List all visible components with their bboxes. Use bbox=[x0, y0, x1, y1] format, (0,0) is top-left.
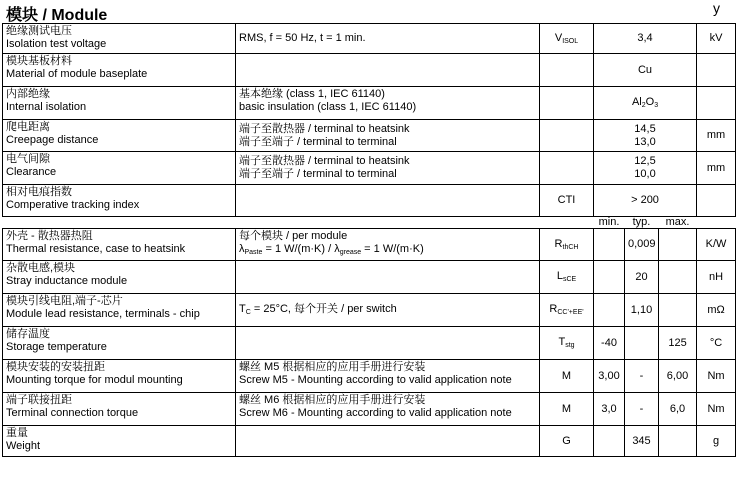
symbol: CTI bbox=[540, 185, 594, 217]
table-row bbox=[3, 185, 736, 217]
min-value bbox=[594, 294, 625, 327]
column-header-row bbox=[3, 217, 736, 229]
max-value bbox=[659, 426, 697, 457]
param-name: 模块基板材料 Material of module baseplate bbox=[3, 54, 236, 87]
table-row bbox=[3, 152, 736, 185]
symbol bbox=[540, 87, 594, 120]
param-name: 相对电痕指数 Comperative tracking index bbox=[3, 185, 236, 217]
max-value: 125 bbox=[659, 327, 697, 360]
param-name: 内部绝缘 Internal isolation bbox=[3, 87, 236, 120]
symbol: M bbox=[540, 360, 594, 393]
page-title-fragment: y bbox=[713, 0, 720, 16]
table-row bbox=[3, 360, 736, 393]
max-value bbox=[659, 229, 697, 261]
test-condition: 螺丝 M6 根据相应的应用手册进行安装 Screw M6 - Mounting according to valid application note bbox=[236, 393, 540, 426]
param-name: 电气间隙 Clearance bbox=[3, 152, 236, 185]
section-title: 模块 / Module bbox=[6, 7, 108, 24]
min-value bbox=[594, 261, 625, 294]
param-name: 储存温度 Storage temperature bbox=[3, 327, 236, 360]
symbol bbox=[540, 54, 594, 87]
table-row bbox=[3, 87, 736, 120]
symbol bbox=[540, 152, 594, 185]
col-typ-header: typ. bbox=[625, 217, 659, 229]
max-value: 6,0 bbox=[659, 393, 697, 426]
test-condition: 端子至散热器 / terminal to heatsink 端子至端子 / terminal to terminal bbox=[236, 152, 540, 185]
value: > 200 bbox=[594, 185, 697, 217]
unit bbox=[697, 54, 736, 87]
symbol: $V_{ISOL}$ bbox=[540, 24, 594, 54]
test-condition bbox=[236, 261, 540, 294]
typ-value bbox=[625, 327, 659, 360]
param-name: 模块安装的安装扭距 Mounting torque for modul mounting bbox=[3, 360, 236, 393]
unit: g bbox=[697, 426, 736, 457]
max-value: 6,00 bbox=[659, 360, 697, 393]
test-condition bbox=[236, 327, 540, 360]
typ-value: 0,009 bbox=[625, 229, 659, 261]
param-name: 绝缘测试电压 Isolation test voltage bbox=[3, 24, 236, 54]
param-name: 爬电距离 Creepage distance bbox=[3, 120, 236, 152]
param-name: 模块引线电阻,端子-芯片 Module lead resistance, terminals - chip bbox=[3, 294, 236, 327]
symbol: M bbox=[540, 393, 594, 426]
max-value bbox=[659, 294, 697, 327]
test-condition: $T_C = 25^\circ C$, 每个开关 / per switch bbox=[236, 294, 540, 327]
symbol: $T_{stg}$ bbox=[540, 327, 594, 360]
value: 12,5 10,0 bbox=[594, 152, 697, 185]
min-value: 3,00 bbox=[594, 360, 625, 393]
table-row bbox=[3, 426, 736, 457]
test-condition: RMS, f = 50 Hz, t = 1 min. bbox=[236, 24, 540, 54]
symbol: $R_{thCH}$ bbox=[540, 229, 594, 261]
symbol: $L_{sCE}$ bbox=[540, 261, 594, 294]
test-condition: 每个模块 / per module $\lambda_{Paste} = 1$ $W/(m\cdot K) / \lambda_{grease} = 1$ W/(m·K) bbox=[236, 229, 540, 261]
table-row bbox=[3, 261, 736, 294]
value: 3,4 bbox=[594, 24, 697, 54]
param-name: 重量 Weight bbox=[3, 426, 236, 457]
unit: nH bbox=[697, 261, 736, 294]
unit: mΩ bbox=[697, 294, 736, 327]
test-condition bbox=[236, 185, 540, 217]
min-value bbox=[594, 426, 625, 457]
table-row bbox=[3, 327, 736, 360]
symbol bbox=[540, 120, 594, 152]
typ-value: 1,10 bbox=[625, 294, 659, 327]
unit bbox=[697, 87, 736, 120]
col-min-header: min. bbox=[594, 217, 625, 229]
table-row bbox=[3, 24, 736, 54]
unit: kV bbox=[697, 24, 736, 54]
typ-value: - bbox=[625, 393, 659, 426]
min-value bbox=[594, 229, 625, 261]
table-row bbox=[3, 54, 736, 87]
unit: mm bbox=[697, 120, 736, 152]
test-condition: 端子至散热器 / terminal to heatsink 端子至端子 / terminal to terminal bbox=[236, 120, 540, 152]
param-name: 端子联接扭距 Terminal connection torque bbox=[3, 393, 236, 426]
test-condition: 螺丝 M5 根据相应的应用手册进行安装 Screw M5 - Mounting according to valid application note bbox=[236, 360, 540, 393]
value: Cu bbox=[594, 54, 697, 87]
unit: Nm bbox=[697, 360, 736, 393]
typ-value: 20 bbox=[625, 261, 659, 294]
value: 14,5 13,0 bbox=[594, 120, 697, 152]
param-name: 杂散电感,模块 Stray inductance module bbox=[3, 261, 236, 294]
min-value: 3,0 bbox=[594, 393, 625, 426]
test-condition bbox=[236, 54, 540, 87]
symbol: G bbox=[540, 426, 594, 457]
test-condition: 基本绝缘 (class 1, IEC 61140) basic insulation (class 1, IEC 61140) bbox=[236, 87, 540, 120]
unit: mm bbox=[697, 152, 736, 185]
table-row bbox=[3, 229, 736, 261]
unit bbox=[697, 185, 736, 217]
max-value bbox=[659, 261, 697, 294]
symbol: $R_{CC'+EE'}$ bbox=[540, 294, 594, 327]
col-max-header: max. bbox=[659, 217, 697, 229]
typ-value: 345 bbox=[625, 426, 659, 457]
param-name: 外壳 - 散热器热阻 Thermal resistance, case to heatsink bbox=[3, 229, 236, 261]
table-row bbox=[3, 294, 736, 327]
module-spec-table bbox=[2, 23, 736, 457]
unit: Nm bbox=[697, 393, 736, 426]
table-row bbox=[3, 120, 736, 152]
test-condition bbox=[236, 426, 540, 457]
typ-value: - bbox=[625, 360, 659, 393]
unit: K/W bbox=[697, 229, 736, 261]
table-row bbox=[3, 393, 736, 426]
min-value: -40 bbox=[594, 327, 625, 360]
unit: °C bbox=[697, 327, 736, 360]
value: $Al_2O_3$ bbox=[594, 87, 697, 120]
